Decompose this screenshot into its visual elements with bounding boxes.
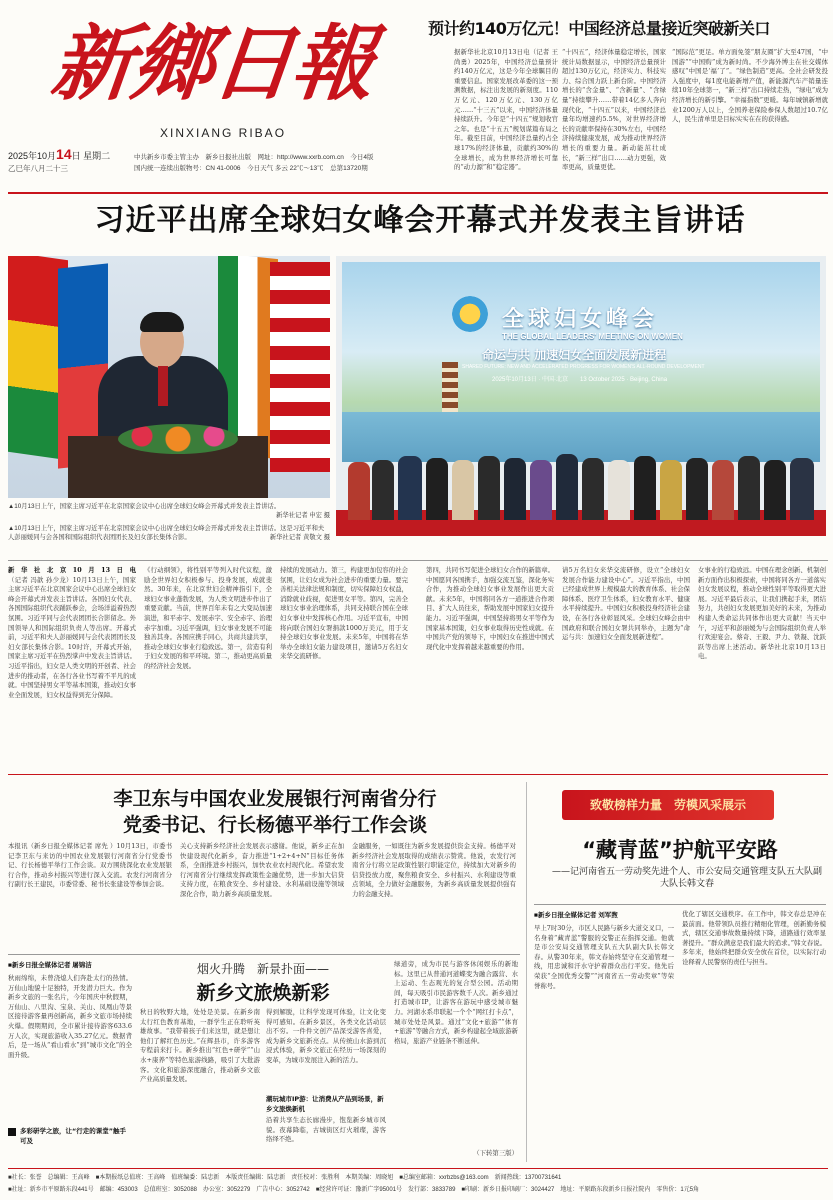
photo-caption-1 [8, 502, 330, 520]
summit-subtitle-en: SHARED FUTURE: NEW AND ACCELERATED PROGRESS FOR WOMEN'S ALL-ROUND DEVELOPMENT [462, 364, 705, 370]
honor-banner-text: 致敬榜样力量 劳模风采展示 [589, 798, 746, 812]
top-story-col1: 据新华社北京10月13日电（记者 王尚勇）2025年，中国经济总量预计约140万亿元，这是今年全球瞩目的重要信息。国家发展改革委的这一预测数据，标注出发展的新刻度。110万亿元、120万亿元、130万亿元……“十三五”以来，中国经济体量持续跃升。今年是“十四五”规划收官之年。也是“十五五”规划谋篇布局之年。截至目前，中国经济总量约占全球17%的经济体量，贡献约30%的全球增长，成为世界经济增长可靠的“动力源”和“稳定器”。 [454, 48, 558, 172]
flower-arrangement [118, 424, 238, 454]
right-col-2: 优化了辖区交通秩序。在工作中，韩文春总是冲在最前面。他带领队员推行精细化管理，创新勤务模式，辖区交通事故数量持续下降，道路通行效率显著提升。“群众满意是我们最大的追求。”韩文春说。多年来，他始终把群众安全放在首位，以实际行动诠释着人民警察的责任与担当。 [682, 910, 826, 966]
masthead-publisher: 中共新乡市委主管主办 新乡日报社出版 [134, 154, 251, 161]
person-figure [608, 460, 630, 520]
li-headline-line-1: 李卫东与中国农业发展银行河南省分行 [113, 788, 437, 810]
column-divider [526, 782, 527, 1162]
summit-title: 全球妇女峰会 [502, 307, 659, 332]
li-col-3: 金融服务，一如既往为新乡发展提供资金支持。杨德平对新乡经济社会发展取得的成绩表示赞赏。他说，农发行河南省分行将立足政策性银行职能定位，持续加大对新乡的信贷投放力度，聚焦粮食安全、乡村振兴、水利建设等重点领域，全力做好金融服务，为新乡高质量发展提供强有力的金融支持。 [352, 842, 516, 898]
top-story-col3: “国际范”更足。单方面免签“朋友圈”扩大至47国，“中国游”“中国购”成为新时尚。不少海外博主在社交媒体感叹“中国是‘福’了”。“绿色制造”更高。全社会研发投入强度中，每1度电能新增产值，新能源汽车产销量连续10年全球第一，“新三样”出口持续走热，“绿电”成为经济增长的新引擎。“幸福指数”更暖。每年城镇新增就业1200万人以上，全国养老保险参保人数超过10.7亿人，民生清单里是目标实实在在的获得感。 [672, 48, 828, 124]
footer-rule [8, 1168, 828, 1169]
person-figure [712, 460, 734, 520]
person-figure [556, 454, 578, 520]
travel-col-2: 秋日的牧野大地，处处是美景。在新乡南太行红色教育基地，一群学生正在聆听英雄故事。“我带着孩子们来这里，就是想让他们了解红色历史。”在辉县市，许多游客专程前来打卡。新乡推出“红色+研学”“山水+康养”等特色旅游线路，吸引了大批游客。文化和旅游深度融合，推动新乡文旅产业高质量发展。 [140, 1008, 260, 1084]
travel-headline: 新乡文旅焕新彩 [196, 982, 330, 1004]
person-figure [660, 460, 682, 520]
footer [8, 1172, 828, 1196]
person-figure [478, 456, 500, 520]
masthead-pinyin: XINXIANG RIBAO [160, 126, 287, 140]
travel-note-icon [8, 1128, 16, 1136]
person-figure [686, 458, 708, 520]
person-figure [348, 462, 370, 520]
summit-date: 2025年10月13日 · 中国·北京 13 October 2025 · Beijing, China [492, 377, 668, 383]
person-figure [790, 458, 814, 520]
top-story-headline: 预计约140万亿元！中国经济总量接近突破新关口 [428, 19, 770, 38]
honor-banner [562, 790, 774, 820]
travel-sub-headline: 潮玩城市IP游：让消费从产品到场景，新乡文旅焕新机 [266, 1095, 384, 1113]
divider [8, 954, 520, 955]
masthead-title: 新鄉日報 [46, 16, 378, 112]
photo-group [336, 256, 826, 536]
caption-2-text: ▲10月13日上午，国家主席习近平在北京国家会议中心出席全球妇女峰会开幕式并发表主旨讲话。这是习近平和夫人彭丽媛同与会各国和国际组织代表团团长及妇女部长集体合影。 [8, 525, 325, 541]
travel-col-4-text: 绿道旁，成为市民与游客休闲娱乐的新地标。这里已从普通河道蝶变为融合露营、水上运动、生态观光的复合型公园。活动期间，每天吸引市民游客数千人次。新乡通过打造城市IP，让游客在游玩中感受城市魅力。河湖水系串联起一个个“网红打卡点”，城市处处是风景。 [394, 960, 518, 1026]
travel-kicker: 烟火升腾 新景扑面—— [196, 962, 329, 976]
masthead-issue: 总第13720期 [330, 165, 368, 172]
travel-col-3: 得到解脱，让科学发现可体验，让文化变得可感知。在新乡景区，各类文化活动层出不穷。一件件文创产品深受游客喜爱，成为新乡文旅新亮点。从传统山水游到沉浸式体验，新乡文旅正在经历一场深刻的变革，为城市发展注入新的活力。 [266, 1008, 386, 1064]
li-col-1: 本报讯（新乡日报全媒体记者 席先 ）10月13日，市委书记李卫东与来访的中国农业发展银行河南省分行党委书记、行长杨德平举行工作会谈。双方围绕深化农业发展银行合作，推动乡村振兴等进行深入交流。农发行河南省分行副行长王建民，市委常委、秘书长张建设等参加会谈。 [8, 842, 172, 889]
travel-col-4 [394, 960, 518, 1144]
travel-continued: （下转第三版） [473, 1150, 518, 1157]
summit-banner [342, 262, 820, 462]
main-col-6: 女事业的行稳致远。中国在理念创新、机制创新方面作出积极探索，中国将同各方一道落实妇女发展议程，推动全球性别平等取得更大进展。习近平最后表示，让我们携起手来，团结努力，共创妇女发展更加美好的未来，为推动构建人类命运共同体作出更大贡献！当天中午，习近平和彭丽媛为与会国际组织负责人举行欢迎宴会。蔡奇、王毅、尹力、铁凝、沈跃跃等出席上述活动。新华社北京10月13日电。 [698, 566, 826, 661]
main-col-4: 第四，共同书写促进全球妇女合作的新篇章。中国愿同各国携手，加强交流互鉴，深化务实合作，为推动全球妇女事业发展作出更大贡献。未来5年，中国将同各方一道推进合作项目、扩大人员往来，帮助发展中国家妇女提升能力。习近平强调，中国坚持将男女平等作为国家基本国策，妇女事业取得历史性成就。在中国共产党的领导下，中国妇女在推进中国式现代化中发挥着越来越重要的作用。 [426, 566, 554, 651]
top-story-col2: “十四五”，经济体量稳定增长，国家统计局数据显示，中国经济总量预计超过130万亿元，经济实力、科技实力、综合国力跃上新台阶。中国经济增长的“含金量”、“含新量”、“含绿量”持续攀升……带着14亿多人奔向现代化，“十四五”以来，中国经济总量年均增速约5.5%，对世界经济增长的贡献率保持在30%左右，中国经济持续健康发展，成为推动世界经济增长的重要力量。新动能茁壮成长，“新三样”出口……动力更强，效率更高，质量更优。 [562, 48, 666, 172]
person-figure [504, 458, 526, 520]
speaker-tie [158, 366, 168, 406]
travel-col-4-more: 通过“文化+旅游”“体育+旅游”等融合方式，新乡构建起全域旅游新格局，旅游产业链条不断延伸。 [394, 1017, 518, 1045]
group-people [348, 446, 818, 520]
right-headline: “藏青蓝”护航平安路 [582, 838, 778, 862]
masthead-lunar: 乙巳年八月二十三 [8, 164, 68, 173]
masthead-info [134, 152, 434, 174]
main-headline: 习近平出席全球妇女峰会开幕式并发表主旨讲话 [94, 203, 746, 238]
right-tag: ■新乡日报全媒体记者 刘军煦 [534, 912, 618, 919]
footer-line-2: ■社址：新乡市平原路东段441号 邮编：453003 总值班室：3052088 办公室：3052279 广告中心：3052742 ■经营许可证：豫新广字95001号 发行部：3833789 ■印刷：新乡日报印刷厂：3024427 地址：平原路东段新乡日报社院内 零售价：1元5角 [8, 1187, 700, 1193]
footer-line-1: ■社长：张誉 总编辑：王高峰 ■本期报纸总值班：王高峰 值班编委：陆忠新 本版责任编辑：陆忠新 责任校对：张胜利 本期美编：周晓旭 ■总编室邮箱：xxrbzbs@163.com 新闻热线：13700731641 [8, 1175, 562, 1181]
travel-bottom-note: 多彩研学之旅，让“行走的课堂”触手可及 [20, 1127, 127, 1145]
main-col-2: 《行动纲领》，将性别平等列入时代议程，激励全世界妇女积极参与、投身发展，成就斐然。30年来，在北京世妇会精神指引下，全球妇女事业蓬勃发展，为人类文明进步作出了重要贡献。当前，世界百年未有之大变局加速演进，和平赤字、发展赤字、安全赤字、治理赤字加重。习近平强调，妇女事业发展不可能独善其身。各国应携手同心，共商共建共享，推动全球妇女事业行稳致远。第一，营造有利于妇女发展的和平环境。第二，推动更高质量的经济社会发展。 [144, 566, 272, 670]
masthead-website: 网址：http://www.xxrb.com.cn [257, 154, 344, 161]
person-figure [582, 458, 604, 520]
main-col-1 [8, 566, 136, 756]
summit-subtitle: 命运与共 加速妇女全面发展新进程 [482, 348, 667, 362]
main-dateline: 新华社北京10月13日电 [8, 566, 136, 574]
caption-2-credit: 新华社记者 黄敬文 摄 [269, 534, 330, 541]
right-col-1: 早上7时30分，市区人民路与新乡大道交叉口，一名身着“藏青蓝”警服的交警正在指挥交通。他就是市公安局交通管理支队五大队副大队长韩文春。从警30年来，韩文春始终坚守在交通管理一线，用忠诚和汗水守护着群众出行平安。他先后荣获“全国优秀交警”“河南省五一劳动奖章”等荣誉称号。 [534, 924, 674, 990]
main-col-1-text: 10月13日上午，国家主席习近平在北京国家会议中心出席全球妇女峰会开幕式并发表主旨讲话。各国妇女代表、各国国际组织代表踊跃参会，会场洋溢着热烈氛围。习近平同与会代表团团长合影留念。外国领导人和国际组织负责人等出席。开幕式前，习近平和夫人彭丽媛同与会代表团团长及妇女部长集体合影。10时许，开幕式开始，国家主席习近平在热烈掌声中发表主旨讲话。习近平指出，妇女是人类文明的开创者、社会进步的推动者，在各行各业书写着不平凡的成就。中国坚持男女平等基本国策，推动妇女事业全面发展，妇女权益得到充分保障。 [8, 575, 136, 699]
li-headline [30, 786, 520, 838]
date-suffix: 日 星期二 [71, 151, 111, 161]
logo-icon [452, 296, 488, 332]
divider [8, 560, 828, 561]
summit-en: THE GLOBAL LEADERS' MEETING ON WOMEN [502, 332, 683, 341]
travel-col-1: 秋雨绵绵，未曾浇熄人们奔赴太行的热情。万仙山地貌十足独特，开发潜力巨大。作为新乡文旅的一张名片，今年国庆中秋假期，万仙山、八里沟、宝泉、关山、凤凰山等景区接待游客量再创新高，新乡文旅市场持续火爆。假期期间，全市累计接待游客633.6万人次，实现旅游收入35.27亿元。数据背后，是一场从“看山看水”到“城市文化”的全面升级。 [8, 974, 132, 1059]
person-figure [764, 460, 786, 520]
main-reporter: （记者 冯歆 孙少龙） [8, 575, 73, 584]
divider [534, 904, 826, 905]
masthead [0, 0, 833, 195]
masthead-weather: 今日天气 多云 22℃～13℃ [247, 165, 324, 172]
masthead-rule [8, 192, 828, 194]
date-day: 14 [56, 146, 72, 162]
main-col-3: 持续的发展动力。第三，构建更加包容的社会氛围，让妇女成为社会进步的重要力量。要完善相关法律法规和制度，切实保障妇女权益，消除就业歧视，促进男女平等。第四，完善全球妇女事业治理体系，共同支持联合国在全球妇女事业中发挥核心作用。习近平宣布，中国将向联合国妇女署捐款1000万美元，用于支持全球妇女事业发展。未来5年，中国将在华举办全球妇女能力建设项目，邀请5万名妇女来华交流研修。 [280, 566, 408, 661]
masthead-cn: 国内统一连续出版物号：CN 41-0006 [134, 165, 241, 172]
li-col-2: 关心支持新乡经济社会发展表示感谢。他说，新乡正在加快建设现代化新乡，奋力推进“1+2+4+N”目标任务体系，全面推进乡村振兴，加快农业农村现代化。希望农发行河南省分行继续发挥政策性金融优势，进一步加大信贷支持力度，在粮食安全、乡村建设、水利基础设施等领域深化合作，助力新乡高质量发展。 [180, 842, 344, 898]
caption-1-text: ▲10月13日上午，国家主席习近平在北京国家会议中心出席全球妇女峰会开幕式并发表主旨讲话。 [8, 503, 281, 510]
right-tag-text: 新乡日报全媒体记者 刘军煦 [537, 912, 618, 919]
speaker-hair [140, 312, 184, 332]
travel-col-3b: 沿着共享生态长廊漫步，饱览新乡城市风貌。夜幕降临，古城街区灯火璀璨，游客络绎不绝。 [266, 1116, 386, 1144]
person-figure [398, 456, 422, 520]
person-figure [530, 460, 552, 520]
person-figure [426, 458, 448, 520]
photo-caption-2 [8, 524, 330, 542]
person-figure [738, 456, 760, 520]
li-headline-line-2: 党委书记、行长杨德平举行工作会谈 [122, 814, 427, 836]
person-figure [372, 460, 394, 520]
main-col-5: 请5万名妇女来华交流研修，设立“全球妇女发展合作能力建设中心”。习近平指出，中国已经建成世界上规模最大的教育体系、社会保障体系、医疗卫生体系，妇女教育水平、健康水平持续提升。中国妇女积极投身经济社会建设，在各行各业彰显风采。全球妇女峰会由中国政府和联合国妇女署共同举办，主题为“命运与共：加速妇女全面发展新进程”。 [562, 566, 690, 642]
person-figure [452, 460, 474, 520]
person-figure [634, 456, 656, 520]
travel-tag: ■新乡日报全媒体记者 屠锦洁 [8, 962, 92, 969]
masthead-date [8, 148, 128, 163]
caption-1-credit: 新华社记者 申宏 摄 [276, 512, 330, 519]
travel-tag-text: 新乡日报全媒体记者 屠锦洁 [11, 962, 92, 969]
main-story-body [8, 566, 828, 756]
right-subhead: ——记河南省五一劳动奖先进个人、市公安局交通管理支队五大队副大队长韩文春 [552, 867, 823, 889]
section-rule [8, 774, 828, 775]
flag-icon [270, 262, 330, 472]
date-prefix: 2025年10月 [8, 151, 57, 161]
photo-speaker [8, 256, 330, 498]
masthead-pages: 今日4版 [350, 154, 374, 161]
